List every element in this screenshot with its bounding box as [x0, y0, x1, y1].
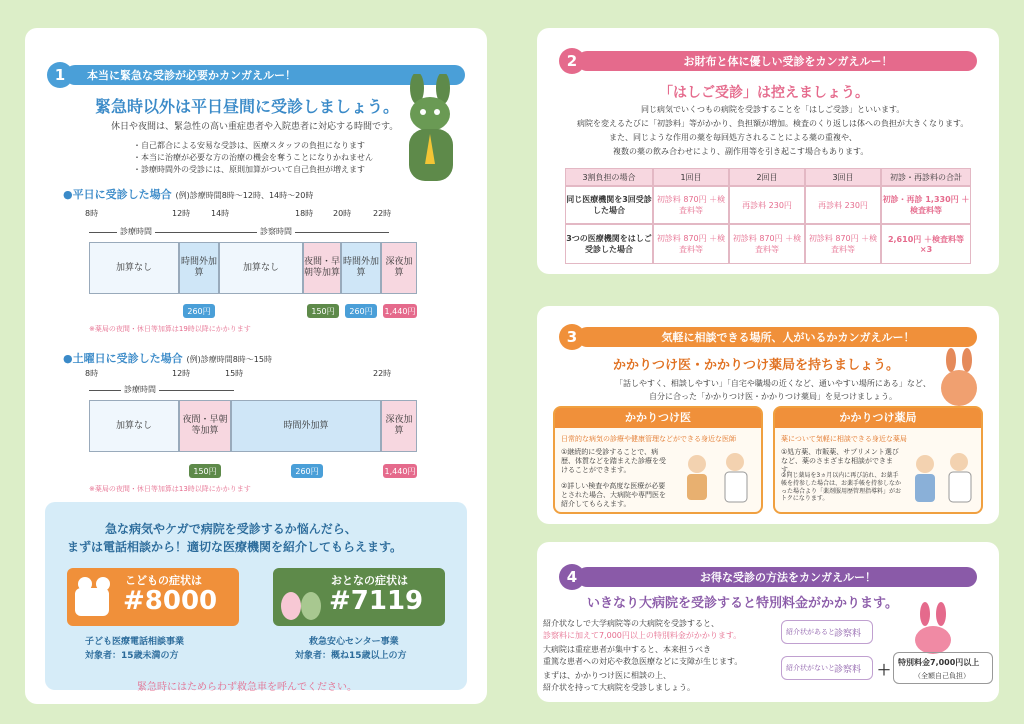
section-4-banner: お得な受診の方法をカンガえルー！ [577, 567, 977, 587]
special-fee-sub: （全額自己負担） [914, 672, 970, 680]
s4-p4: 重篤な患者への対応や救急医療などに支障が生じます。 [543, 657, 743, 666]
emergency-note: 緊急時にはためらわず救急車を呼んでください。 [137, 682, 357, 693]
sat-price-3: 1,440円 [383, 464, 417, 478]
s3-p1: 「話しやすく、相談しやすい」「自宅や職場の近くなど、通いやすい場所にある」など、 [615, 379, 931, 388]
consult-line-2: まずは電話相談から！適切な医療機関を紹介してもらえます。 [67, 540, 403, 554]
bullet-2: ・本当に治療が必要な方の治療の機会を奪うことになりかねません [133, 153, 373, 162]
wd-price-4: 1,440円 [383, 304, 417, 318]
section-2-panel [537, 28, 999, 274]
pharmacy-item-1: ①処方薬、市販薬、サプリメント選びなど、薬のさまざまな相談ができます。 [781, 448, 899, 475]
adult-call-button[interactable] [273, 568, 445, 626]
child-desc-1: 子ども医療電話相談事業 [85, 637, 185, 647]
doctor-sub: 日常的な病気の診療や健康管理などができる身近な医師 [561, 435, 736, 443]
wd-box-5: 時間外加算 [341, 242, 381, 294]
weekday-footnote: ※薬局の夜間・休日等加算は19時以降にかかります [89, 325, 251, 333]
doctor-item-2: ②詳しい検査や高度な医療が必要とされた場合、大病院や専門医を紹介してもらえます。 [561, 482, 666, 509]
child-label: こどもの症状は [125, 574, 202, 587]
hour-18: 18時 [295, 209, 314, 218]
pharmacist-illustration-icon [907, 448, 979, 508]
r2-4: 2,610円 ＋検査料等×3 [881, 224, 971, 264]
doctor-patient-illustration-icon [677, 448, 757, 508]
section-3-badge: 3 [559, 324, 585, 350]
r2-1: 初診料 870円 ＋検査料等 [653, 224, 729, 264]
child-number: #8000 [123, 586, 218, 616]
wd-price-3: 260円 [345, 304, 377, 318]
without-letter-fee: 診察料 [834, 665, 862, 675]
th-3: 3回目 [805, 168, 881, 186]
r1-3: 再診料 230円 [805, 186, 881, 224]
s3-p2: 自分に合った「かかりつけ医・かかりつけ薬局」を見つけましょう。 [649, 392, 897, 401]
r1-0: 同じ医療機関を3回受診した場合 [565, 186, 653, 224]
hour-12: 12時 [172, 209, 191, 218]
without-letter-box [781, 656, 873, 680]
sat-hour-12: 12時 [172, 369, 191, 378]
th-4: 初診・再診料の合計 [881, 168, 971, 186]
kangaroo-mascot-icon [397, 74, 467, 184]
with-letter-fee: 診察料 [834, 629, 862, 639]
sat-hour-22: 22時 [373, 369, 392, 378]
sat-price-1: 150円 [189, 464, 221, 478]
r2-0: 3つの医療機関をはしご受診した場合 [565, 224, 653, 264]
section-4-heading: いきなり大病院を受診すると特別料金がかかります。 [587, 596, 898, 611]
section-1-panel [25, 28, 487, 704]
section-3-heading: かかりつけ医・かかりつけ薬局を持ちましょう。 [613, 358, 900, 373]
with-letter-label: 紹介状があると [786, 628, 835, 636]
r1-4: 初診・再診 1,330円 ＋検査料等 [881, 186, 971, 224]
kangaroo-mascot-pink-icon [909, 602, 959, 654]
wd-box-6: 深夜加算 [381, 242, 417, 294]
special-fee: 特別料金7,000円以上 [898, 658, 980, 667]
sat-box-2: 夜間・早朝等加算 [179, 400, 231, 452]
dog-mascot-icon [71, 574, 117, 620]
section-4-panel [537, 542, 999, 702]
wd-box-1: 加算なし [89, 242, 179, 294]
hour-8: 8時 [85, 209, 99, 218]
sat-hour-8: 8時 [85, 369, 99, 378]
span-label-1: 診療時間 [117, 226, 155, 237]
adult-label: おとなの症状は [331, 574, 408, 587]
saturday-title: ●土曜日に受診した場合 (例)診療時間8時～15時 [63, 352, 272, 365]
th-1: 1回目 [653, 168, 729, 186]
r1-1: 初診料 870円 ＋検査料等 [653, 186, 729, 224]
pharmacy-card [773, 406, 983, 514]
with-letter-box [781, 620, 873, 644]
wd-box-4: 夜間・早朝等加算 [303, 242, 341, 294]
sat-price-2: 260円 [291, 464, 323, 478]
section-3-banner: 気軽に相談できる場所、人がいるかカンガえルー！ [577, 327, 977, 347]
s4-p1: 紹介状なしで大学病院等の大病院を受診すると、 [543, 619, 719, 628]
sat-box-1: 加算なし [89, 400, 179, 452]
hour-22: 22時 [373, 209, 392, 218]
section-3-panel [537, 306, 999, 524]
pharmacy-item-2: ②同じ薬局を3ヵ月以内に再び訪れ、お薬手帳を持参した場合は、お薬手帳を持参しなかった場合より「薬剤服用歴管理指導料」がおトクになります。 [781, 472, 902, 503]
section-4-badge: 4 [559, 564, 585, 590]
section-1-heading: 緊急時以外は平日昼間に受診しましょう。 [95, 97, 400, 116]
th-0: 3割負担の場合 [565, 168, 653, 186]
bullet-1: ・自己都合による安易な受診は、医療スタッフの負担になります [133, 141, 365, 150]
s4-p3: 大病院は重症患者が集中すると、本来担うべき [543, 645, 711, 654]
wd-price-2: 150円 [307, 304, 339, 318]
adult-desc-2: 対象者：概ね15歳以上の方 [295, 651, 407, 661]
s2-p1: 同じ病気でいくつもの病院を受診することを「はしご受診」といいます。 [641, 105, 905, 114]
hour-20: 20時 [333, 209, 352, 218]
s2-p3: また、同じような作用の薬を毎回処方されることによる薬の重複や、 [609, 133, 857, 142]
section-2-heading: 「はしご受診」は控えましょう。 [659, 85, 869, 101]
bullet-3: ・診療時間外の受診には、原則加算がついて自己負担が増えます [133, 165, 365, 174]
weekday-title: ●平日に受診した場合 (例)診療時間8時～12時、14時～20時 [63, 188, 314, 201]
saturday-footnote: ※薬局の夜間・休日等加算は13時以降にかかります [89, 485, 251, 493]
kangaroo-mascot-orange-icon [933, 348, 985, 408]
special-fee-box [893, 652, 993, 684]
wd-box-2: 時間外加算 [179, 242, 219, 294]
r2-3: 初診料 870円 ＋検査料等 [805, 224, 881, 264]
span-label-2: 診察時間 [257, 226, 295, 237]
r2-2: 初診料 870円 ＋検査料等 [729, 224, 805, 264]
adult-number: #7119 [329, 586, 424, 616]
doctor-card [553, 406, 763, 514]
doctor-item-1: ①継続的に受診することで、病歴、体質などを踏まえた診療を受けることができます。 [561, 448, 666, 475]
timeline-saturday [89, 390, 234, 391]
wd-box-3: 加算なし [219, 242, 303, 294]
sat-box-4: 深夜加算 [381, 400, 417, 452]
plus-sign: ＋ [877, 663, 891, 679]
kangaroo-pair-icon [277, 572, 325, 622]
without-letter-label: 紹介状がないと [786, 664, 835, 672]
s4-p5: まずは、かかりつけ医に相談の上、 [543, 671, 671, 680]
adult-desc-1: 救急安心センター事業 [309, 637, 399, 647]
r1-2: 再診料 230円 [729, 186, 805, 224]
sat-box-3: 時間外加算 [231, 400, 381, 452]
hour-14: 14時 [211, 209, 230, 218]
child-call-button[interactable] [67, 568, 239, 626]
s2-p4: 複数の薬の飲み合わせにより、副作用等を引き起こす場合もあります。 [613, 147, 869, 156]
pharmacy-sub: 薬について気軽に相談できる身近な薬局 [781, 435, 907, 443]
pharmacy-title: かかりつけ薬局 [775, 408, 981, 428]
section-2-banner: お財布と体に優しい受診をカンガえルー！ [577, 51, 977, 71]
doctor-title: かかりつけ医 [555, 408, 761, 428]
sat-hour-15: 15時 [225, 369, 244, 378]
s4-p6: 紹介状を持って大病院を受診しましょう。 [543, 683, 695, 692]
section-1-badge: 1 [47, 62, 73, 88]
consult-line-1: 急な病気やケガで病院を受診するか悩んだら、 [105, 522, 357, 536]
sat-span-label: 診療時間 [121, 384, 159, 395]
section-1-banner: 本当に緊急な受診が必要かカンガえルー！ [65, 65, 465, 85]
section-1-sub: 休日や夜間は、緊急性の高い重症患者や入院患者に対応する時間です。 [111, 122, 399, 132]
wd-price-1: 260円 [183, 304, 215, 318]
section-2-badge: 2 [559, 48, 585, 74]
s4-p2: 診察料に加えて7,000円以上の特別料金がかかります。 [543, 631, 742, 640]
th-2: 2回目 [729, 168, 805, 186]
s2-p2: 病院を変えるたびに「初診料」等がかかり、負担額が増加。検査のくり返しは体への負担が大きくなります。 [577, 119, 969, 128]
child-desc-2: 対象者：15歳未満の方 [85, 651, 179, 661]
